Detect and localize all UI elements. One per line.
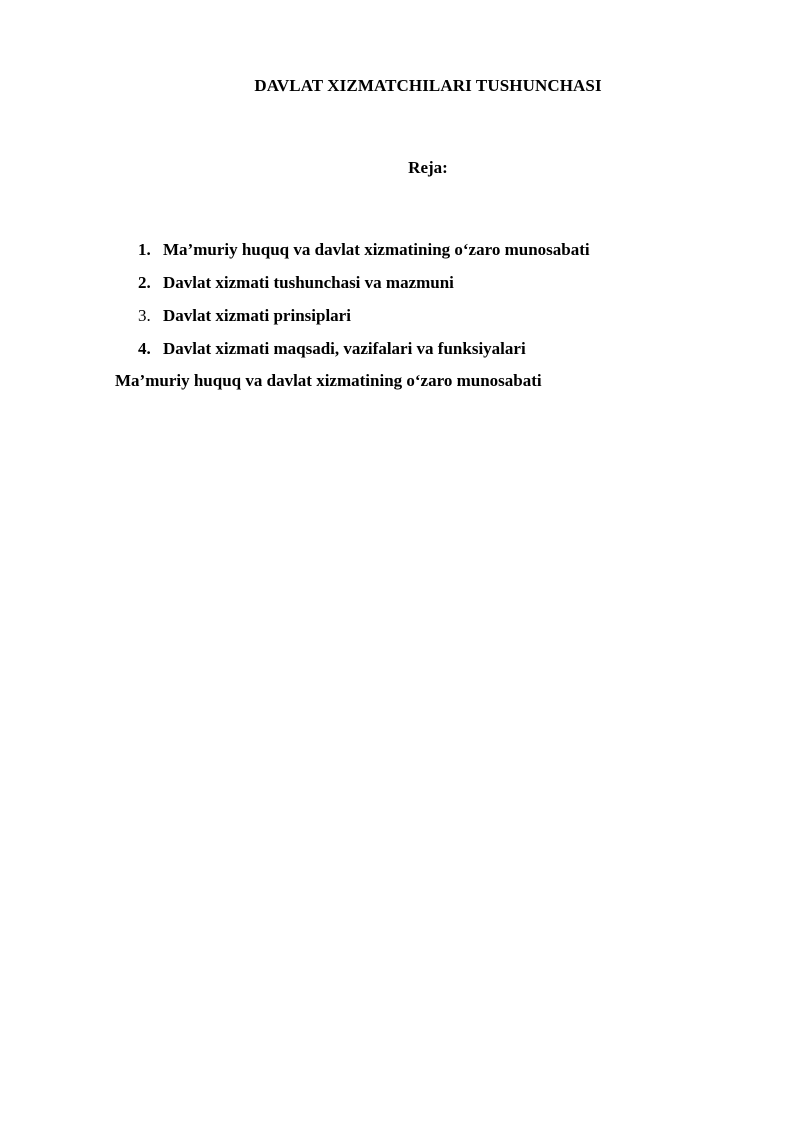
plan-item-text: Davlat xizmati tushunchasi va mazmuni xyxy=(163,273,454,292)
plan-item-text: Davlat xizmati prinsiplari xyxy=(163,306,351,325)
plan-item-number: 2. xyxy=(138,273,151,292)
plan-item-3 xyxy=(138,303,590,336)
plan-heading: Reja: xyxy=(408,158,448,177)
plan-item-2 xyxy=(138,270,590,303)
plan-list xyxy=(138,237,590,369)
section-heading: Ma’muriy huquq va davlat xizmatining o‘zaro munosabati xyxy=(115,371,542,390)
plan-item-1 xyxy=(138,237,590,270)
document-title: DAVLAT XIZMATCHILARI TUSHUNCHASI xyxy=(254,76,602,95)
plan-item-4 xyxy=(138,336,590,369)
plan-item-number: 3. xyxy=(138,306,151,325)
plan-item-text: Davlat xizmati maqsadi, vazifalari va funksiyalari xyxy=(163,339,526,358)
plan-item-number: 4. xyxy=(138,339,151,358)
plan-item-text: Ma’muriy huquq va davlat xizmatining o‘zaro munosabati xyxy=(163,240,590,259)
plan-item-number: 1. xyxy=(138,240,151,259)
